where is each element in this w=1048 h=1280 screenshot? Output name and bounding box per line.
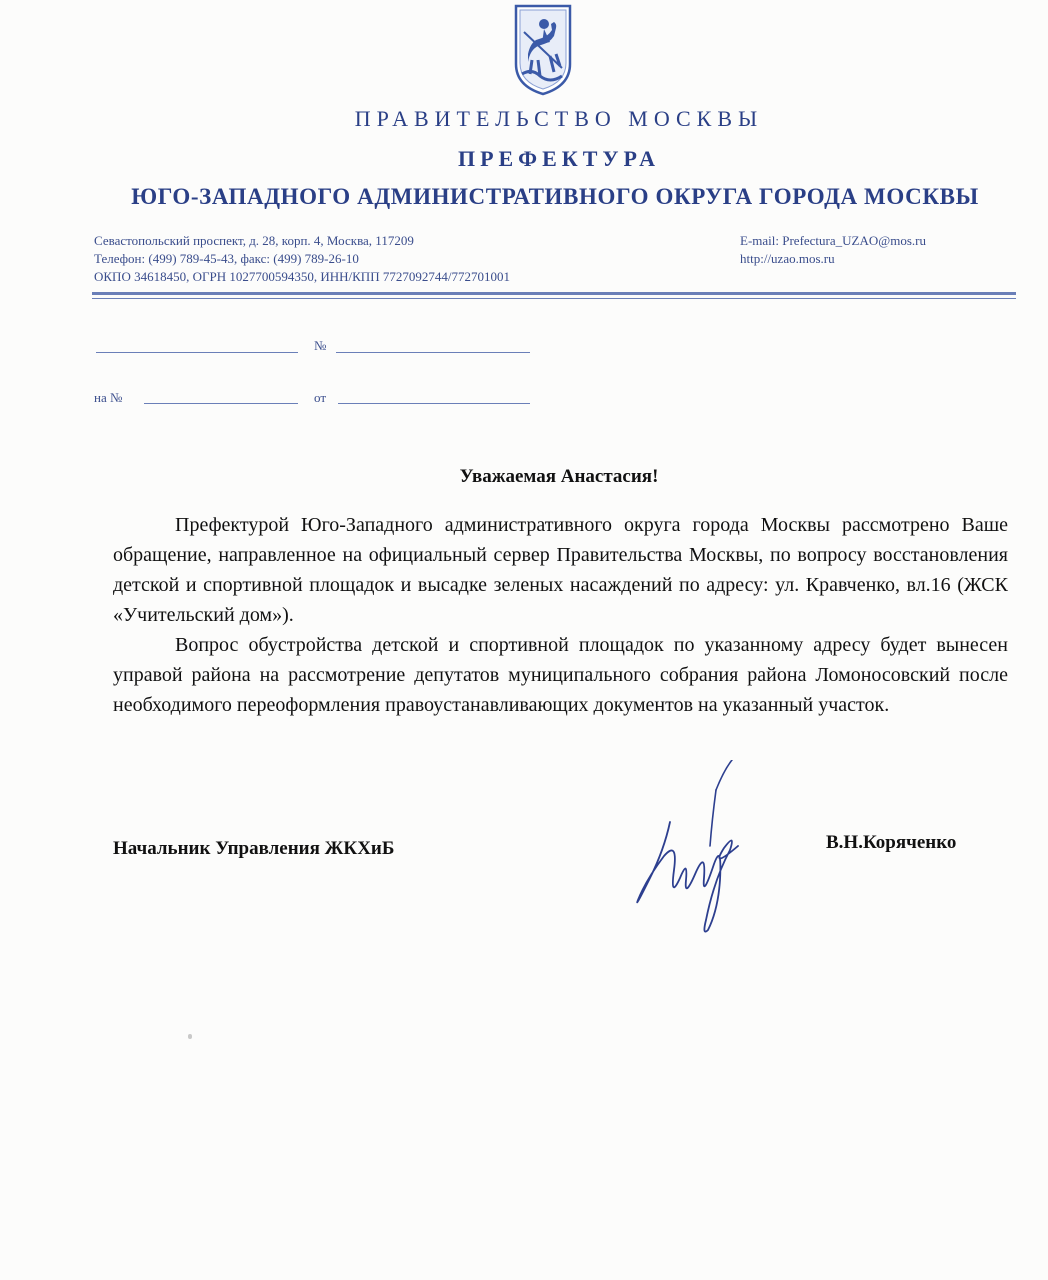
from-label: от [314,390,327,405]
moscow-coat-of-arms-icon [510,2,576,96]
signer-position: Начальник Управления ЖКХиБ [113,838,395,859]
number-label: № [314,338,327,353]
codes-line: ОКПО 34618450, ОГРН 1027700594350, ИНН/КПП 7727092744/772701001 [94,269,510,284]
email-line[interactable]: E-mail: Prefectura_UZAO@mos.ru [740,233,926,248]
handwritten-signature-icon [620,760,760,940]
signer-name: В.Н.Коряченко [826,832,957,853]
salutation: Уважаемая Анастасия! [459,466,659,487]
header-divider-thick [92,292,1016,295]
paragraph-1: Префектурой Юго-Западного административного округа города Москвы рассмотрено Ваше обращение, направленное на официальный сервер Правительства Москвы, по вопросу восстановления детской и спортивной площадок и высадке зеленых насаждений по адресу: ул. Кравченко, вл.16 (ЖСК «Учительский дом»). [113,514,1008,626]
contacts-left [94,232,510,286]
from-field-line [338,403,530,404]
phone-line: Телефон: (499) 789-45-43, факс: (499) 789-26-10 [94,251,359,266]
address-line: Севастопольский проспект, д. 28, корп. 4, Москва, 117209 [94,233,414,248]
letter-body [113,510,1008,720]
paragraph-2: Вопрос обустройства детской и спортивной площадок по указанному адресу будет вынесен управой района на рассмотрение депутатов муниципального собрания района Ломоносовский после необходимого переоформления правоустанавливающих документов на указанный участок. [113,634,1008,716]
scan-speck [188,1034,192,1039]
number-field-line [336,352,530,353]
contacts-right [740,232,926,268]
district-title: ЮГО-ЗАПАДНОГО АДМИНИСТРАТИВНОГО ОКРУГА ГОРОДА МОСКВЫ [131,184,979,209]
date-field-line [96,352,298,353]
reply-number-label: на № [94,390,123,405]
prefecture-title: ПРЕФЕКТУРА [457,146,661,171]
reply-number-field-line [144,403,298,404]
website-line[interactable]: http://uzao.mos.ru [740,251,835,266]
header-divider-thin [92,298,1016,299]
government-title: ПРАВИТЕЛЬСТВО МОСКВЫ [354,106,764,131]
